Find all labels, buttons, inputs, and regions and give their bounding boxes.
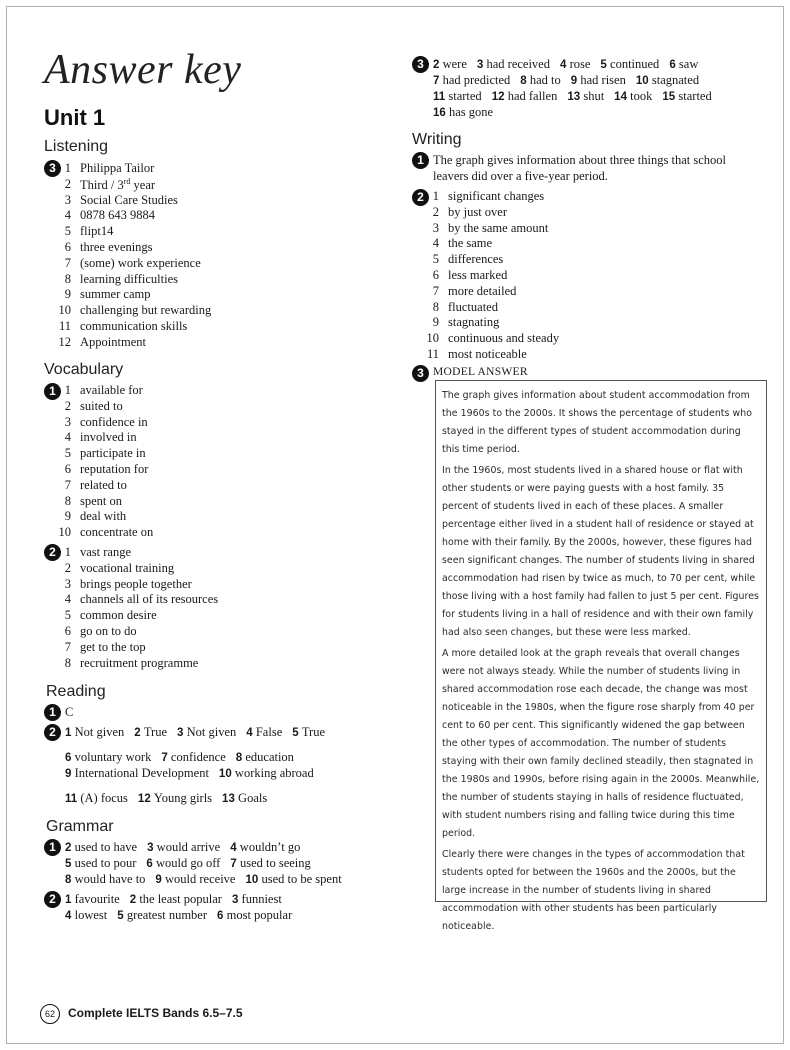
grammar-heading: Grammar xyxy=(46,818,114,835)
answer-text: lowest xyxy=(74,908,108,922)
answer-number: 5 xyxy=(65,858,75,870)
past-tense-row xyxy=(433,57,708,72)
answer-text: concentrate on xyxy=(80,525,154,540)
answer-text: were xyxy=(442,57,467,71)
answer-number: 3 xyxy=(64,576,71,591)
answer-text: vast range xyxy=(80,545,132,559)
answer-number: 4 xyxy=(64,592,71,607)
answer-text: recruitment programme xyxy=(80,655,199,670)
answer-number: 2 xyxy=(65,842,75,854)
answer-number: 6 xyxy=(64,462,71,476)
reading-ex2-row xyxy=(65,750,304,765)
answer-text: suited to xyxy=(80,398,123,413)
answer-number: 9 xyxy=(155,874,166,886)
answer-number: 7 xyxy=(433,75,443,87)
writing-ex2-badge: 2 xyxy=(412,189,429,206)
answer-text: (some) work experience xyxy=(80,255,201,270)
answer-text: voluntary work xyxy=(74,750,152,764)
answer-text: False xyxy=(255,725,283,739)
answer-number: 7 xyxy=(64,255,71,270)
vocabulary-ex2-badge: 2 xyxy=(44,544,61,561)
answer-number: 14 xyxy=(614,91,631,103)
past-tense-row xyxy=(433,89,722,104)
answer-number: 10 xyxy=(218,768,235,780)
answer-number: 7 xyxy=(230,858,240,870)
answer-text: would receive xyxy=(165,872,236,886)
answer-text: rose xyxy=(569,57,591,71)
answer-number: 2 xyxy=(64,560,71,575)
answer-text: common desire xyxy=(80,608,157,623)
answer-text: saw xyxy=(678,57,699,71)
reading-ex2-row xyxy=(65,766,324,781)
answer-number: 6 xyxy=(64,624,71,638)
answer-number: 5 xyxy=(292,727,302,739)
answer-text: continued xyxy=(610,57,660,71)
answer-text: had fallen xyxy=(507,89,558,103)
answer-number: 4 xyxy=(246,727,256,739)
answer-number: 3 xyxy=(64,192,71,207)
grammar-ex2-row xyxy=(65,908,302,923)
answer-number: 11 xyxy=(58,319,71,333)
answer-number: 5 xyxy=(64,608,71,623)
answer-text: Philippa Tailor xyxy=(80,161,155,175)
answer-text: by the same amount xyxy=(448,220,549,235)
answer-number: 7 xyxy=(64,477,71,492)
answer-text: brings people together xyxy=(80,576,192,591)
answer-number: 7 xyxy=(432,283,439,298)
model-answer-box xyxy=(435,380,767,932)
past-tense-row xyxy=(433,73,709,88)
answer-number: 7 xyxy=(161,752,171,764)
answer-number: 9 xyxy=(64,509,71,524)
past-tense-row xyxy=(433,105,503,120)
model-answer-paragraph: In the 1960s, most students lived in a shared house or flat with other students or were paying guests with a host family. 35 percent of students lived in each of these places. A smaller percentage either lived in a student hall of residence or stayed at home with their family. By the 2000s, however, these figures had seen significant changes. The number of students living in shared accommodation had risen by twice as much, to 70 per cent, while those living with a host family had fallen to just 5 per cent. Figures for students living in a hall of residence and with their own family had also seen changes, but these were less marked. xyxy=(442,465,759,638)
answer-number: 8 xyxy=(64,655,71,670)
answer-text: had to xyxy=(529,73,561,87)
answer-number: 16 xyxy=(433,107,449,119)
answer-number: 8 xyxy=(235,752,246,764)
grammar-ex1-row xyxy=(65,840,310,855)
answer-number: 10 xyxy=(245,874,262,886)
answer-number: 4 xyxy=(230,842,240,854)
answer-number: 2 xyxy=(433,59,443,71)
answer-number: 3 xyxy=(432,220,439,235)
answer-text: the least popular xyxy=(139,892,222,906)
answer-text: has gone xyxy=(449,105,494,119)
answer-text: would go off xyxy=(156,856,221,870)
answer-text: confidence in xyxy=(80,414,148,429)
book-title: Complete IELTS Bands 6.5–7.5 xyxy=(68,1006,243,1020)
answer-number: 3 xyxy=(64,414,71,429)
reading-ex2-badge: 2 xyxy=(44,724,61,741)
answer-text: 0878 643 9884 xyxy=(80,208,155,223)
answer-number: 1 xyxy=(64,161,71,175)
answer-number: 4 xyxy=(65,910,75,922)
answer-number: 5 xyxy=(64,224,71,239)
answer-text: fluctuated xyxy=(448,299,498,314)
answer-number: 5 xyxy=(432,252,439,267)
answer-text: more detailed xyxy=(448,283,517,298)
answer-text: most popular xyxy=(226,908,293,922)
answer-text: stagnating xyxy=(448,315,500,330)
answer-text: used to seeing xyxy=(239,856,311,870)
answer-number: 15 xyxy=(662,91,679,103)
answer-text: flipt14 xyxy=(80,224,114,239)
answer-number: 6 xyxy=(64,240,71,254)
answer-number: 2 xyxy=(64,398,71,413)
listening-exercise-badge: 3 xyxy=(44,160,61,177)
past-tense-ex3-badge: 3 xyxy=(412,56,429,73)
model-answer-paragraph: A more detailed look at the graph reveals that overall changes were not always steady. While the number of students living in shared accommodation rose each decade, the change was most noticeable in the 1980s, when the figure rose sharply from 40 per cent to 60 per cent. This significantly widened the gap between the other types of accommodation. The number of students staying with their own family declined steadily, then stagnated in the 1980s and 1990s, before rising again in the 2000s. Meanwhile, the number of students staying in halls of residence fluctuated, with student numbers rising and falling twice during this time period. xyxy=(442,648,760,839)
vocabulary-heading: Vocabulary xyxy=(44,361,124,378)
reading-ex1-answer: C xyxy=(65,705,74,719)
writing-ex3-badge: 3 xyxy=(412,365,429,382)
page-number: 62 xyxy=(40,1004,60,1024)
answer-number: 2 xyxy=(432,204,439,219)
answer-text: used to have xyxy=(74,840,138,854)
answer-number: 8 xyxy=(64,493,71,508)
answer-number: 5 xyxy=(600,59,611,71)
answer-number: 2 xyxy=(64,176,71,191)
answer-number: 1 xyxy=(65,894,75,906)
model-answer-paragraph: Clearly there were changes in the types of accommodation that students opted for between the 1960s and the 2000s, but the large increase in the number of students living in shared accommodation with other students has been particularly noticeable. xyxy=(442,849,745,932)
answer-text: by just over xyxy=(448,204,508,219)
answer-text: Third / 3rd year xyxy=(80,176,156,192)
answer-text: challenging but rewarding xyxy=(80,303,212,318)
answer-text: working abroad xyxy=(234,766,314,780)
unit-title: Unit 1 xyxy=(44,105,106,130)
answer-number: 8 xyxy=(520,75,530,87)
grammar-ex1-badge: 1 xyxy=(44,839,61,856)
answer-number: 9 xyxy=(570,75,581,87)
answer-text: Goals xyxy=(238,791,268,805)
answer-text: reputation for xyxy=(80,462,149,476)
answer-number: 6 xyxy=(217,910,227,922)
answer-number: 8 xyxy=(65,874,75,886)
answer-text: True xyxy=(143,725,168,739)
grammar-ex2-row xyxy=(65,892,292,907)
answer-number: 2 xyxy=(129,894,140,906)
grammar-ex2-badge: 2 xyxy=(44,891,61,908)
answer-text: communication skills xyxy=(80,319,188,333)
reading-ex1-badge: 1 xyxy=(44,704,61,721)
answer-number: 9 xyxy=(64,287,71,302)
answer-text: stagnated xyxy=(651,73,700,87)
answer-number: 5 xyxy=(117,910,127,922)
answer-text: had received xyxy=(486,57,550,71)
answer-text: the same xyxy=(448,236,493,251)
answer-number: 3 xyxy=(476,59,487,71)
answer-number: 5 xyxy=(64,446,71,461)
reading-ex2-row xyxy=(65,791,277,806)
answer-number: 6 xyxy=(669,59,679,71)
answer-text: Social Care Studies xyxy=(80,192,178,207)
answer-text: learning difficulties xyxy=(80,271,179,286)
answer-number: 1 xyxy=(64,545,71,559)
answer-text: vocational training xyxy=(80,560,175,575)
answer-text: significant changes xyxy=(448,189,545,203)
answer-number: 1 xyxy=(432,189,439,203)
answer-number: 6 xyxy=(432,268,439,282)
answer-text: started xyxy=(448,89,482,103)
answer-number: 10 xyxy=(58,303,71,318)
answer-text: channels all of its resources xyxy=(80,592,219,607)
grammar-ex1-row xyxy=(65,872,352,887)
answer-text: three evenings xyxy=(80,240,153,254)
answer-text: used to pour xyxy=(74,856,137,870)
answer-text: wouldn’t go xyxy=(239,840,301,854)
answer-text: Not given xyxy=(74,725,125,739)
answer-number: 11 xyxy=(433,91,449,103)
answer-text: get to the top xyxy=(80,639,146,654)
answer-number: 6 xyxy=(146,858,156,870)
reading-heading: Reading xyxy=(46,683,106,700)
answer-text: related to xyxy=(80,477,127,492)
answer-text: International Development xyxy=(74,766,209,780)
answer-number: 12 xyxy=(58,334,71,349)
reading-ex2-row xyxy=(65,725,335,740)
answer-number: 2 xyxy=(134,727,144,739)
answer-text: shut xyxy=(583,89,605,103)
answer-text: Not given xyxy=(186,725,237,739)
answer-number: 8 xyxy=(432,299,439,314)
grammar-ex1-row xyxy=(65,856,321,871)
answer-number: 9 xyxy=(432,315,439,330)
answer-text: funniest xyxy=(241,892,282,906)
answer-number: 10 xyxy=(58,525,71,540)
answer-text: had predicted xyxy=(442,73,511,87)
answer-number: 13 xyxy=(567,91,584,103)
answer-number: 4 xyxy=(432,236,439,251)
answer-number: 12 xyxy=(137,793,154,805)
answer-text: had risen xyxy=(580,73,626,87)
answer-number: 12 xyxy=(491,91,508,103)
answer-number: 9 xyxy=(65,768,75,780)
answer-text: available for xyxy=(80,383,143,397)
answer-text: (A) focus xyxy=(80,791,128,805)
answer-text: less marked xyxy=(448,268,508,282)
answer-number: 10 xyxy=(426,331,439,346)
answer-text: continuous and steady xyxy=(448,331,560,346)
writing-ex1-line: leavers did over a five-year period. xyxy=(433,169,608,183)
answer-text: used to be spent xyxy=(261,872,342,886)
answer-text: summer camp xyxy=(80,287,151,302)
answer-text: involved in xyxy=(80,430,137,445)
answer-number: 7 xyxy=(64,639,71,654)
answer-text: most noticeable xyxy=(448,347,527,361)
answer-text: participate in xyxy=(80,446,146,461)
answer-number: 4 xyxy=(560,59,570,71)
answer-number: 3 xyxy=(177,727,187,739)
model-answer-paragraph: The graph gives information about student accommodation from the 1960s to the 2000s. It shows the percentage of students who stayed in the different types of student accommodation during this time period. xyxy=(442,390,752,455)
answer-text: took xyxy=(630,89,653,103)
answer-number: 3 xyxy=(231,894,242,906)
writing-ex1-badge: 1 xyxy=(412,152,429,169)
answer-number: 11 xyxy=(426,347,439,361)
answer-text: True xyxy=(301,725,326,739)
answer-text: go on to do xyxy=(80,624,137,638)
page-title: Answer key xyxy=(44,47,242,93)
answer-number: 11 xyxy=(65,793,81,805)
answer-text: Young girls xyxy=(153,791,213,805)
answer-text: would have to xyxy=(74,872,146,886)
answer-number: 6 xyxy=(65,752,75,764)
answer-text: started xyxy=(678,89,712,103)
listening-heading: Listening xyxy=(44,138,109,155)
answer-text: spent on xyxy=(80,493,123,508)
answer-number: 1 xyxy=(65,727,75,739)
answer-text: Appointment xyxy=(80,334,146,349)
answer-number: 8 xyxy=(64,271,71,286)
answer-number: 4 xyxy=(64,430,71,445)
answer-number: 13 xyxy=(222,793,239,805)
answer-number: 3 xyxy=(147,842,157,854)
answer-text: favourite xyxy=(74,892,120,906)
answer-text: deal with xyxy=(80,509,127,524)
answer-text: education xyxy=(245,750,294,764)
model-answer-label: MODEL ANSWER xyxy=(433,366,528,378)
answer-number: 4 xyxy=(64,208,71,223)
answer-number: 10 xyxy=(635,75,652,87)
vocabulary-ex1-badge: 1 xyxy=(44,383,61,400)
answer-text: would arrive xyxy=(156,840,221,854)
writing-heading: Writing xyxy=(412,131,462,148)
answer-text: confidence xyxy=(170,750,226,764)
answer-text: differences xyxy=(448,252,504,267)
writing-ex1-line: The graph gives information about three things that school xyxy=(433,153,726,167)
answer-number: 1 xyxy=(64,383,71,397)
answer-text: greatest number xyxy=(126,908,208,922)
